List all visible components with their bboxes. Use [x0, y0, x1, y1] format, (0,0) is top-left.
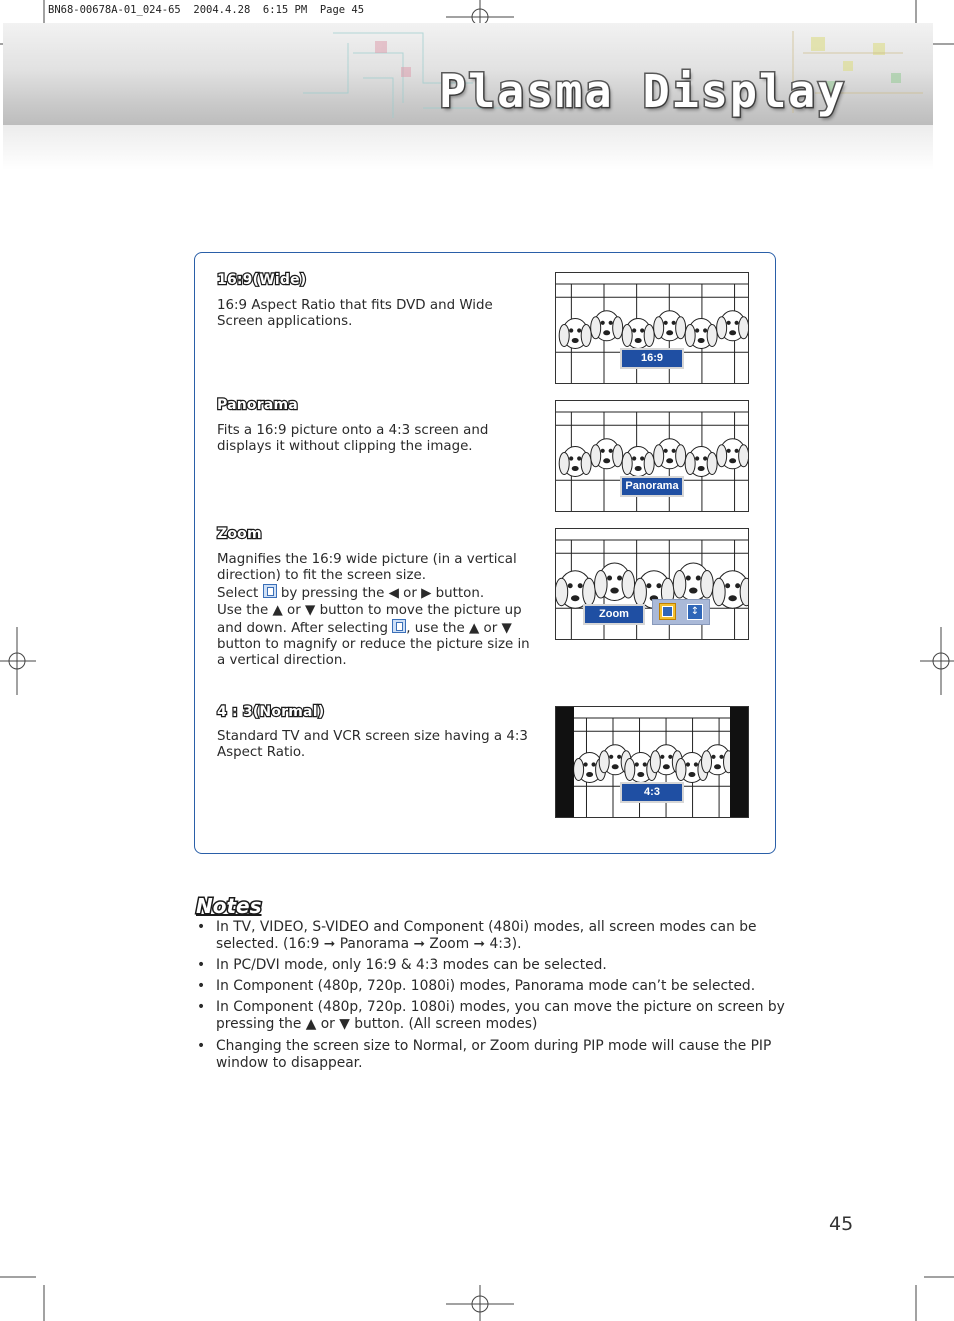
section-text-wide: 16:9 Aspect Ratio that fits DVD and Wide Screen applications.	[217, 298, 493, 330]
preview-panorama	[555, 400, 749, 512]
osd-label-normal: 4:3	[620, 782, 684, 803]
zoom-select-line	[217, 584, 539, 602]
print-info: BN68-00678A-01_024-65 2004.4.28 6:15 PM Page 45	[48, 4, 365, 16]
zoom-select-post: by pressing the ◀ or ▶ button.	[280, 586, 485, 602]
note-item: • In Component (480p, 720p. 1080i) modes, Panorama mode can’t be selected.	[197, 978, 756, 994]
bullet: •	[197, 957, 206, 973]
osd-label-panorama: Panorama	[620, 476, 684, 497]
osd-label-wide: 16:9	[620, 348, 684, 369]
zoom-select-pre: Select	[217, 586, 259, 602]
preview-zoom	[555, 528, 749, 640]
section-title-normal: 4 : 3(Normal)	[217, 704, 325, 720]
preview-wide	[555, 272, 749, 384]
zoom-control-bar	[652, 599, 710, 625]
section-title-panorama: Panorama	[217, 397, 298, 413]
section-text-zoom	[217, 552, 539, 669]
note-item: • In PC/DVI mode, only 16:9 & 4:3 modes can be selected.	[197, 957, 607, 973]
bullet: •	[197, 978, 206, 994]
zoom-mode-icon	[659, 603, 676, 620]
zoom-mode-icon	[392, 619, 406, 633]
section-title-zoom: Zoom	[217, 526, 262, 542]
vertical-size-icon: ↕	[687, 604, 703, 620]
osd-label-zoom: Zoom	[583, 604, 645, 625]
page-number: 45	[829, 1213, 854, 1235]
section-title-wide: 16:9(Wide)	[217, 272, 307, 288]
bullet: •	[197, 999, 206, 1015]
zoom-line1: Magnifies the 16:9 wide picture (in a vertical direction) to fit the screen size.	[217, 552, 517, 584]
section-text-normal: Standard TV and VCR screen size having a 4:3 Aspect Ratio.	[217, 729, 528, 761]
banner-title: Plasma Display	[439, 65, 847, 118]
banner-fade	[3, 125, 933, 170]
header-banner	[3, 23, 933, 125]
note-item: • In TV, VIDEO, S-VIDEO and Component (480i) modes, all screen modes can be selected. (16:9 ➞ Panorama ➞ Zoom ➞ 4:3).	[197, 919, 757, 952]
note-item: • Changing the screen size to Normal, or Zoom during PIP mode will cause the PIP window to disappear.	[197, 1038, 772, 1071]
note-item: • In Component (480p, 720p. 1080i) modes, you can move the picture on screen by pressing the ▲ or ▼ button. (All screen modes)	[197, 999, 785, 1032]
zoom-use-post: , use the ▲ or ▼ button to magnify or reduce the picture size in a vertical direction.	[217, 620, 530, 669]
bullet: •	[197, 919, 206, 935]
notes-title: Notes	[196, 894, 262, 918]
preview-normal	[555, 706, 749, 818]
bullet: •	[197, 1038, 206, 1054]
zoom-mode-icon	[263, 584, 277, 598]
section-text-panorama: Fits a 16:9 picture onto a 4:3 screen and displays it without clipping the image.	[217, 423, 489, 455]
zoom-use-pre: Use the ▲ or ▼ button to move the picture up and down. After selecting	[217, 602, 522, 636]
zoom-use-line	[217, 603, 539, 670]
